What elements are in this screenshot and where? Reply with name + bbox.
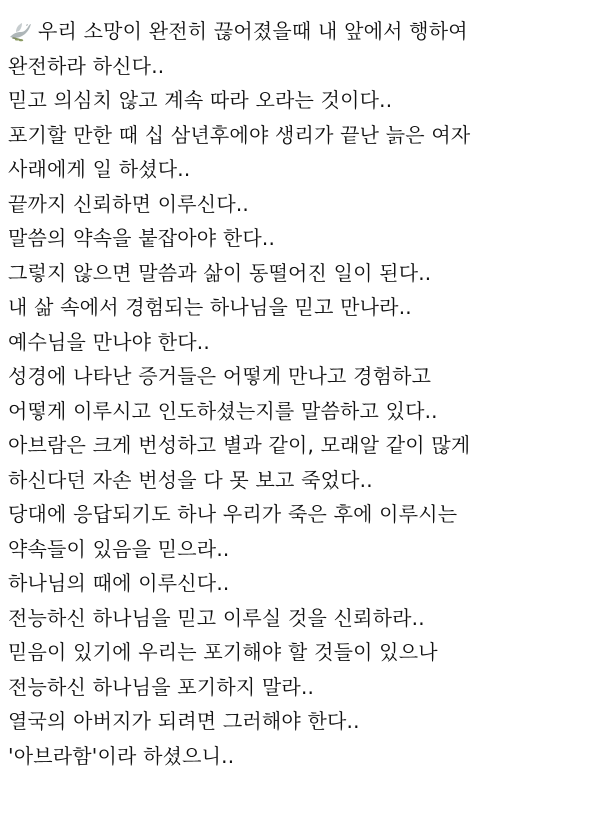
note-line bbox=[8, 601, 590, 636]
note-line-text: 내 삶 속에서 경험되는 하나님을 믿고 만나라.. bbox=[8, 295, 412, 320]
note-line-text: 전능하신 하나님을 믿고 이루실 것을 신뢰하라.. bbox=[8, 605, 425, 630]
note-line bbox=[8, 566, 590, 601]
note-line-text: 끝까지 신뢰하면 이루신다.. bbox=[8, 191, 249, 216]
dove-with-olive-branch-icon bbox=[8, 20, 32, 42]
note-line-text: 완전하라 하신다.. bbox=[8, 53, 165, 78]
note-line-text: 어떻게 이루시고 인도하셨는지를 말씀하고 있다.. bbox=[8, 398, 438, 423]
note-line-text: 성경에 나타난 증거들은 어떻게 만나고 경험하고 bbox=[8, 364, 432, 389]
note-line bbox=[8, 325, 590, 360]
note-line bbox=[8, 152, 590, 187]
note-line bbox=[8, 739, 590, 774]
note-line-text: 말씀의 약속을 붙잡아야 한다.. bbox=[8, 226, 276, 251]
note-line bbox=[8, 497, 590, 532]
note-line-text: 하신다던 자손 번성을 다 못 보고 죽었다.. bbox=[8, 467, 373, 492]
note-line bbox=[8, 359, 590, 394]
note-line-text: 하나님의 때에 이루신다.. bbox=[8, 571, 230, 596]
note-line bbox=[8, 635, 590, 670]
note-line bbox=[8, 394, 590, 429]
note-line bbox=[8, 221, 590, 256]
note-line bbox=[8, 463, 590, 498]
note-line-text: 당대에 응답되기도 하나 우리가 죽은 후에 이루시는 bbox=[8, 502, 458, 527]
note-line bbox=[8, 428, 590, 463]
note-line-text: 믿고 의심치 않고 계속 따라 오라는 것이다.. bbox=[8, 88, 393, 113]
note-line-text: 아브람은 크게 번성하고 별과 같이, 모래알 같이 많게 bbox=[8, 433, 471, 458]
note-line bbox=[8, 256, 590, 291]
note-line-text: 열국의 아버지가 되려면 그러해야 한다.. bbox=[8, 709, 360, 734]
note-line-text: 포기할 만한 때 십 삼년후에야 생리가 끝난 늙은 여자 bbox=[8, 122, 471, 147]
note-line bbox=[8, 49, 590, 84]
note-line bbox=[8, 532, 590, 567]
note-line-text: 사래에게 일 하셨다.. bbox=[8, 157, 191, 182]
note-line bbox=[8, 118, 590, 153]
note-line-text: 믿음이 있기에 우리는 포기해야 할 것들이 있으나 bbox=[8, 640, 438, 665]
note-line-text: 약속들이 있음을 믿으라.. bbox=[8, 536, 230, 561]
note-line bbox=[8, 670, 590, 705]
note-line bbox=[8, 290, 590, 325]
note-line-text: 그렇지 않으면 말씀과 삶이 동떨어진 일이 된다.. bbox=[8, 260, 432, 285]
note-line bbox=[8, 83, 590, 118]
note-line bbox=[8, 14, 590, 49]
note-line-text: 우리 소망이 완전히 끊어졌을때 내 앞에서 행하여 bbox=[38, 19, 468, 44]
note-line-text: 전능하신 하나님을 포기하지 말라.. bbox=[8, 674, 315, 699]
note-line bbox=[8, 704, 590, 739]
note-line-text: '아브라함'이라 하셨으니.. bbox=[8, 743, 235, 768]
note-line-text: 예수님을 만나야 한다.. bbox=[8, 329, 210, 354]
note-line bbox=[8, 187, 590, 222]
